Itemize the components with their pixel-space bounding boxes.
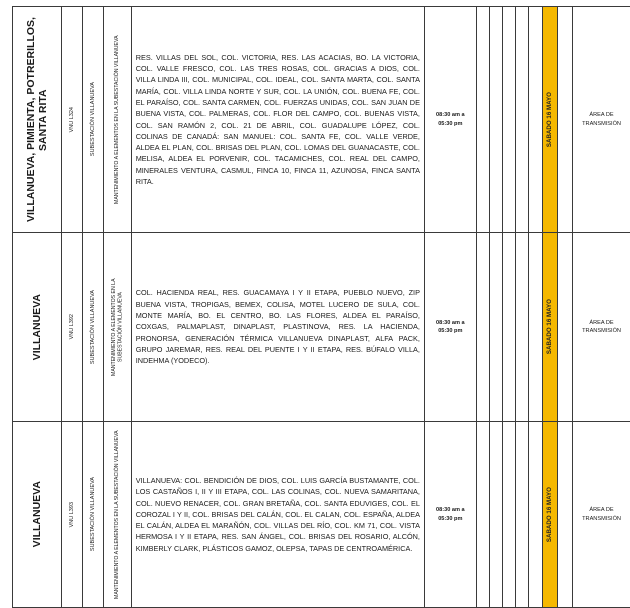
empty-cell bbox=[529, 422, 542, 608]
table-row bbox=[13, 233, 630, 422]
empty-cell bbox=[489, 233, 502, 422]
empty-cell bbox=[476, 422, 489, 608]
responsible-area-cell bbox=[573, 7, 630, 233]
substation-label: SUBESTACIÓN VILLANUEVA bbox=[90, 82, 96, 156]
empty-cell bbox=[489, 7, 502, 233]
municipality-label: VILLANUEVA bbox=[31, 294, 43, 360]
date-cell bbox=[542, 233, 557, 422]
municipality-label: VILLANUEVA, PIMIENTA, POTRERILLOS, SANTA RITA bbox=[25, 12, 49, 228]
affected-areas-text: VILLANUEVA: COL. BENDICIÓN DE DIOS, COL. LUIS GARCÍA BUSTAMANTE, COL. LOS CASTAÑOS I, II Y III ETAPA, COL. LAS COLINAS, COL. NUEVA SAMARITANA, COL. NUEVO RENACER, COL. GRAN BRETAÑA, COL. SANTA EDUVIGES, COL. EL COROZAL I Y II, COL. BRISAS DEL CALÁN, COL. EL CALAN, COL. ESPAÑA, ALDEA EL CALÁN, ALDEA EL MARAÑÓN, COL. VILLAS DEL RÍO, COL. KM 71, COL. VISTA HERMOSA I Y II ETAPA, RES. SAN ÁNGEL, COL. BRISAS DEL ROSARIO, ALCÓN, KIMBERLY CLARK, PLÁSTICOS GAMOZ, OLEPSA, TAPAS DE CENTROAMÉRICA. bbox=[132, 472, 424, 557]
empty-cell bbox=[516, 233, 529, 422]
responsible-area-line2: TRANSMISIÓN bbox=[573, 327, 630, 336]
municipality-cell bbox=[13, 422, 62, 608]
circuit-label: VNU L324 bbox=[69, 107, 75, 132]
schedule-cell bbox=[424, 7, 476, 233]
time-end: 05:30 pm bbox=[425, 120, 476, 129]
municipality-cell bbox=[13, 233, 62, 422]
circuit-cell bbox=[61, 422, 82, 608]
table-row bbox=[13, 7, 630, 233]
substation-label: SUBESTACIÓN VILLANUEVA bbox=[90, 290, 96, 364]
time-end: 05:30 pm bbox=[425, 515, 476, 524]
empty-cell bbox=[557, 7, 572, 233]
time-end: 05:30 pm bbox=[425, 327, 476, 336]
circuit-label: VNU L392 bbox=[69, 314, 75, 339]
circuit-cell bbox=[61, 7, 82, 233]
responsible-area-line1: ÁREA DE bbox=[573, 319, 630, 328]
empty-cell bbox=[557, 233, 572, 422]
affected-areas-cell bbox=[131, 422, 424, 608]
date-label: SÁBADO 16 MAYO bbox=[546, 92, 553, 147]
responsible-area-line2: TRANSMISIÓN bbox=[573, 120, 630, 129]
date-label: SÁBADO 16 MAYO bbox=[546, 487, 553, 542]
schedule-cell bbox=[424, 233, 476, 422]
circuit-cell bbox=[61, 233, 82, 422]
empty-cell bbox=[476, 7, 489, 233]
responsible-area-line1: ÁREA DE bbox=[573, 506, 630, 515]
date-label: SÁBADO 16 MAYO bbox=[546, 299, 553, 354]
responsible-area-cell bbox=[573, 422, 630, 608]
date-cell bbox=[542, 7, 557, 233]
municipality-cell bbox=[13, 7, 62, 233]
empty-cell bbox=[557, 422, 572, 608]
affected-areas-text: COL. HACIENDA REAL, RES. GUACAMAYA I Y II ETAPA, PUEBLO NUEVO, ZIP BUENA VISTA, TROPIGAS, BEMEX, COLISA, MOTEL LUCERO DE SULA, COL. MONTE MARÍA, BO. EL CENTRO, BO. LAS FLORES, ALDEA EL PARAÍSO, COXGAS, PALMAPLAST, DINAPLAST, PLASTINOVA, RES. LA HACIENDA, PRONORSA, GENERACIÓN TÉRMICA VILLANUEVA DINAPLAST, ALFA PACK, GRUPO JAREMAR, RES. REAL DEL PUENTE I Y II ETAPA, RES. BÚFALO VILLA, INDEHMA (YODECO). bbox=[132, 284, 424, 369]
empty-cell bbox=[503, 233, 516, 422]
empty-cell bbox=[516, 7, 529, 233]
outage-schedule-table bbox=[12, 6, 630, 608]
work-description-label: MANTENIMIENTO A ELEMENTOS EN LA SUBESTACIÓN VILLANUEVA bbox=[111, 262, 124, 392]
empty-cell bbox=[476, 233, 489, 422]
empty-cell bbox=[516, 422, 529, 608]
work-description-label: MANTENIMIENTO A ELEMENTOS EN LA SUBESTACIÓN VILLANUEVA bbox=[114, 430, 120, 600]
responsible-area-line2: TRANSMISIÓN bbox=[573, 515, 630, 524]
date-cell bbox=[542, 422, 557, 608]
empty-cell bbox=[503, 7, 516, 233]
time-start: 08:30 am a bbox=[425, 506, 476, 515]
work-description-cell bbox=[104, 422, 131, 608]
responsible-area-cell bbox=[573, 233, 630, 422]
substation-cell bbox=[83, 422, 104, 608]
work-description-cell bbox=[104, 233, 131, 422]
empty-cell bbox=[489, 422, 502, 608]
table-row bbox=[13, 422, 630, 608]
time-start: 08:30 am a bbox=[425, 319, 476, 328]
substation-cell bbox=[83, 233, 104, 422]
work-description-cell bbox=[104, 7, 131, 233]
responsible-area-line1: ÁREA DE bbox=[573, 111, 630, 120]
affected-areas-cell bbox=[131, 233, 424, 422]
empty-cell bbox=[529, 233, 542, 422]
empty-cell bbox=[529, 7, 542, 233]
substation-cell bbox=[83, 7, 104, 233]
empty-cell bbox=[503, 422, 516, 608]
municipality-label: VILLANUEVA bbox=[31, 481, 43, 547]
affected-areas-text: RES. VILLAS DEL SOL, COL. VICTORIA, RES. LAS ACACIAS, BO. LA VICTORIA, COL. VALLE FRESCO, COL. LAS TRES ROSAS, COL. GRACIAS A DIOS, COL. VILLA LINDA III, COL. MUNICIPAL, COL. IDEAL, COL. SANTA MARTA, COL. SANTA MARÍA, COL. VILLA LINDA NORTE Y SUR, COL. LA UNIÓN, COL. BUENA FE, COL. EL PARAÍSO, COL. SANTA CARMEN, COL. FUERZAS UNIDAS, COL. SAN JUAN DE BUENA VISTA, COL. PALMERAS, COL. FLOR DEL CAMPO, COL. BUENAS VISTA, COL. SAN RAMÓN 2, COL. 21 DE ABRIL, COL. GUADALUPE LÓPEZ, COL. COLINAS DE CANADÁ: SAN MANUEL: COL. SANTA FE, COL. VALLE VERDE, ALDEA EL PLAN, COL. BRISAS DEL PLAN, COL. LOMAS DEL GUANACASTE, COL. MELISA, ALDEA EL PORVENIR, COL. TACAMICHES, COL. REAL DEL CAMPO, MINERALES VENTURA, CASMUL, FINCA 10, FINCA 11, AZUNOSA, FINCA SANTA RITA. bbox=[132, 49, 424, 191]
affected-areas-cell bbox=[131, 7, 424, 233]
time-start: 08:30 am a bbox=[425, 111, 476, 120]
circuit-label: VNU L393 bbox=[69, 502, 75, 527]
work-description-label: MANTENIMIENTO A ELEMENTOS EN LA SUBESTACIÓN VILLANUEVA bbox=[114, 15, 120, 225]
substation-label: SUBESTACIÓN VILLANUEVA bbox=[90, 477, 96, 551]
schedule-cell bbox=[424, 422, 476, 608]
